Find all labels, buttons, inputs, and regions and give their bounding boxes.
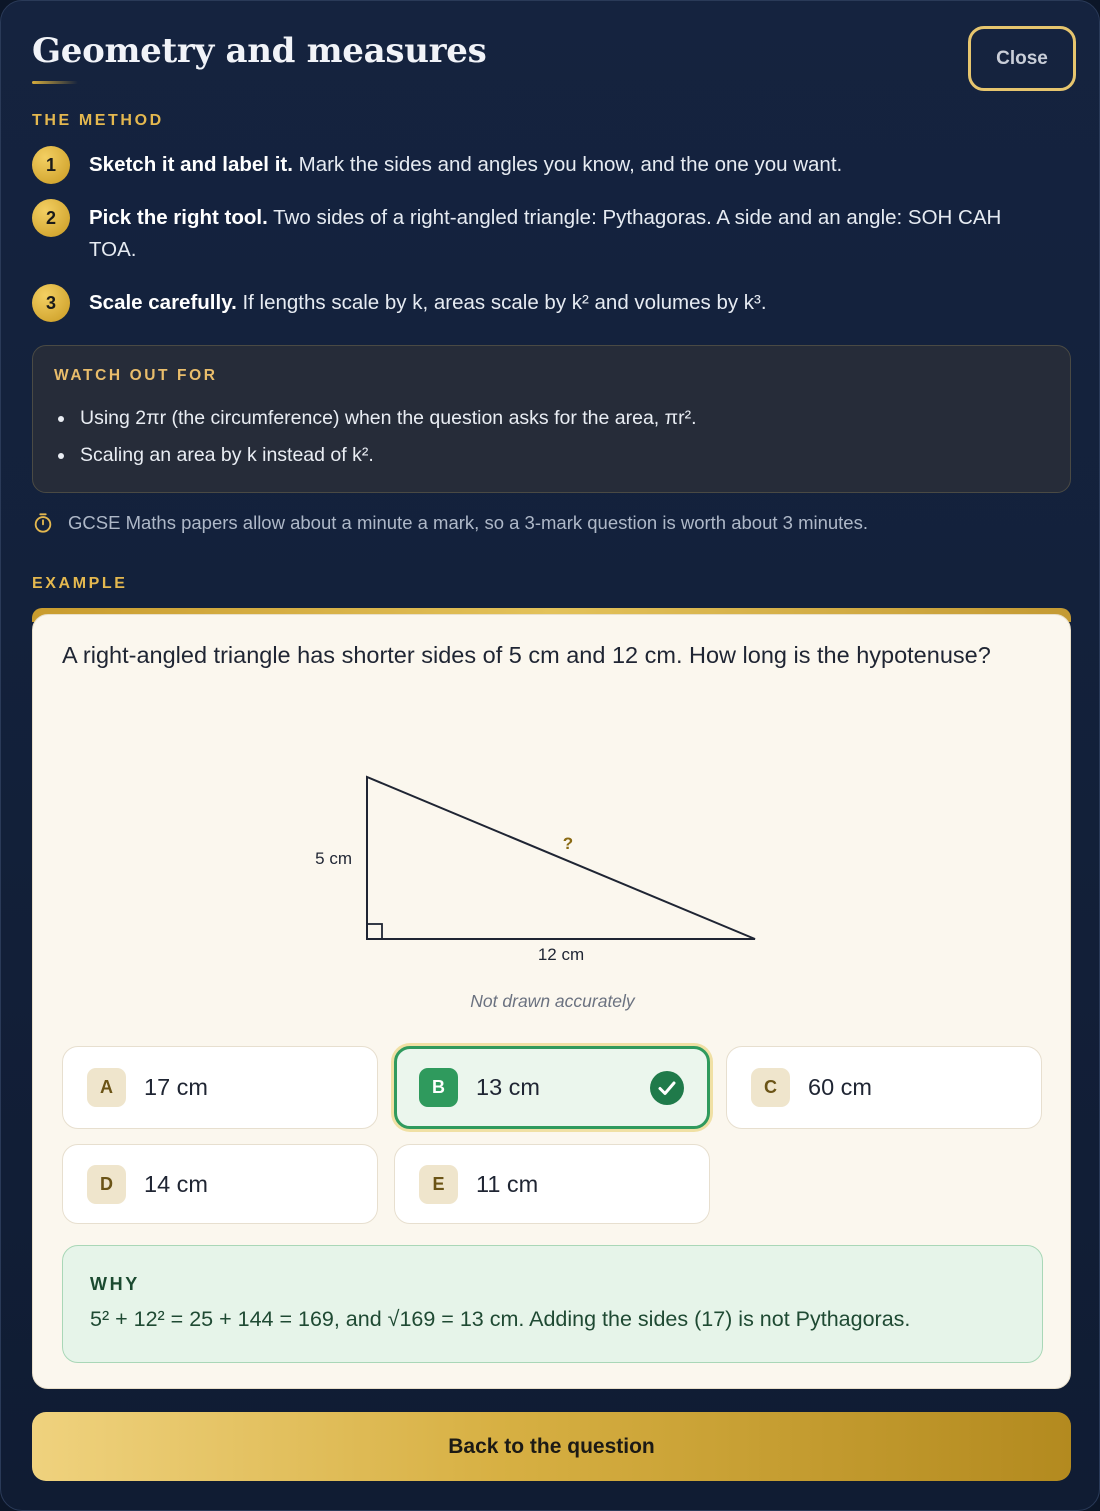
example-card [32,614,1071,1389]
step-body: Two sides of a right-angled triangle: Pythagoras. A side and an angle: SOH CAH TOA. [89,206,1002,261]
option-letter: E [419,1165,458,1204]
method-label: THE METHOD [32,112,164,129]
example-label: EXAMPLE [32,575,128,592]
method-step [32,199,1039,266]
option-value: 11 cm [476,1170,539,1197]
right-angle-marker [367,924,382,939]
step-body: Mark the sides and angles you know, and the one you want. [292,153,843,176]
stopwatch-icon [32,512,54,534]
diagram-caption: Not drawn accurately [470,991,635,1011]
step-text [89,149,1039,184]
why-text: 5² + 12² = 25 + 144 = 169, and √169 = 13 cm. Adding the sides (17) is not Pythagoras. [90,1307,911,1331]
option-value: 60 cm [808,1074,872,1100]
back-to-question-button[interactable]: Back to the question [32,1412,1071,1481]
answer-option-c[interactable] [726,1046,1042,1129]
option-letter: A [87,1068,126,1107]
watch-out-item: Scaling an area by k instead of k². [80,437,697,474]
side-label-vertical: 5 cm [315,849,352,868]
side-label-horizontal: 12 cm [537,945,585,964]
hypotenuse-label: ? [562,834,574,853]
option-letter: C [751,1068,790,1107]
close-button[interactable]: Close [968,26,1076,91]
watch-out-list [80,400,697,474]
method-step [32,146,1039,184]
option-value: 13 cm [476,1074,540,1100]
step-heading: Sketch it and label it. [89,153,293,176]
answer-option-e[interactable] [394,1144,710,1224]
why-label: WHY [90,1274,140,1294]
option-value: 14 cm [144,1170,208,1197]
step-number: 3 [32,284,70,322]
step-heading: Pick the right tool. [89,206,268,229]
triangle-diagram [33,615,1072,985]
option-value: 17 cm [144,1074,208,1100]
timing-text: GCSE Maths papers allow about a minute a mark, so a 3-mark question is worth about 3 minutes. [68,512,868,533]
answer-option-b[interactable] [394,1046,710,1129]
checkmark-icon [649,1070,685,1106]
panel-title: Geometry and measures [32,31,487,71]
option-letter: D [87,1165,126,1204]
watch-out-label: WATCH OUT FOR [54,367,218,384]
timing-tip [32,512,868,534]
step-number: 2 [32,199,70,237]
example-question: A right-angled triangle has shorter sides of 5 cm and 12 cm. How long is the hypotenuse? [62,642,991,668]
step-number: 1 [32,146,70,184]
step-text [89,202,1039,266]
watch-out-box [32,345,1071,493]
why-explanation [62,1245,1043,1363]
watch-out-item: Using 2πr (the circumference) when the question asks for the area, πr². [80,400,697,437]
method-step [32,284,1039,322]
answer-option-a[interactable] [62,1046,378,1129]
step-heading: Scale carefully. [89,291,237,314]
option-letter: B [419,1068,458,1107]
triangle-shape [367,777,755,939]
step-body: If lengths scale by k, areas scale by k² and volumes by k³. [236,291,767,314]
title-underline [32,81,78,84]
step-text [89,287,1039,322]
answer-option-d[interactable] [62,1144,378,1224]
